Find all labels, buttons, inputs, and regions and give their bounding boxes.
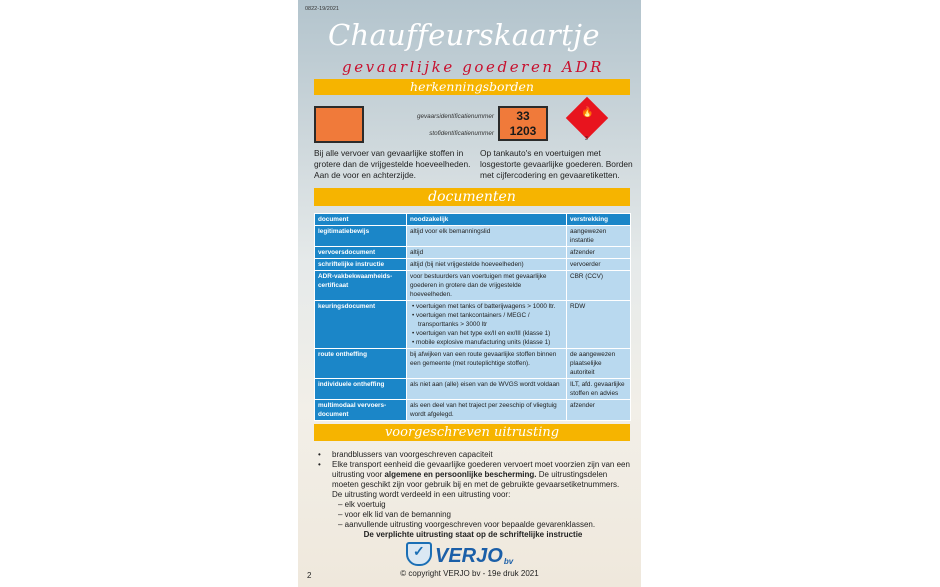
table-row: [315, 301, 631, 349]
sub-item: – aanvullende uitrusting voorgeschreven voor bepaalde gevarenklassen.: [338, 520, 596, 529]
required-cell: als een deel van het traject per zeeschip of vliegtuig wordt afgelegd.: [407, 400, 567, 421]
required-cell: altijd: [407, 247, 567, 259]
documents-table: [314, 213, 631, 421]
text: De uitrustingsdelen moeten geschikt zijn voor gebruik bij en met de gebruikte gevaarsetiketnummers.: [332, 470, 620, 489]
section-header-documenten: documenten: [314, 188, 630, 206]
issuer-cell: aangewezen instantie: [567, 226, 631, 247]
hazard-id-plate: 33: [498, 106, 548, 126]
flammable-label-icon: [566, 97, 608, 139]
issuer-cell: RDW: [567, 301, 631, 349]
equipment-intro: De uitrusting wordt verdeeld in een uitrusting voor:: [332, 490, 511, 499]
document-cell: schriftelijke instructie: [315, 259, 407, 271]
section-header-herkenningsborden: herkenningsborden: [314, 79, 630, 95]
required-cell: [407, 301, 567, 349]
document-cell: keuringsdocument: [315, 301, 407, 349]
sub-item: – voor elk lid van de bemanning: [338, 510, 451, 519]
section-header-uitrusting: voorgeschreven uitrusting: [314, 424, 630, 441]
list-item: • brandblussers van voorgeschreven capaciteit: [332, 450, 634, 460]
hazard-id-label: gevaarsidentificatienummer: [417, 113, 494, 120]
required-cell: voor bestuurders van voertuigen met gevaarlijke goederen in grotere dan de vrijgestelde hoeveelheden.: [407, 271, 567, 301]
table-row: [315, 259, 631, 271]
verjo-logo: [406, 544, 513, 566]
document-id: 0822-19/2021: [305, 6, 339, 12]
table-row: [315, 247, 631, 259]
required-cell: bij afwijken van een route gevaarlijke stoffen binnen een gemeente (met routeplichtige stoffen).: [407, 349, 567, 379]
driver-card-page: [298, 0, 641, 587]
issuer-cell: afzender: [567, 400, 631, 421]
document-cell: individuele ontheffing: [315, 379, 407, 400]
document-cell: multimodaal vervoers-document: [315, 400, 407, 421]
list-item: • voertuigen met tankcontainers / MEGC / transporttanks > 3000 ltr: [418, 311, 563, 329]
column-header: verstrekking: [567, 214, 631, 226]
issuer-cell: afzender: [567, 247, 631, 259]
document-cell: ADR-vakbekwaamheids-certificaat: [315, 271, 407, 301]
required-cell: altijd (bij niet vrijgestelde hoeveelheden): [407, 259, 567, 271]
page-title: Chauffeurskaartje: [328, 18, 600, 52]
logo-suffix: bv: [503, 557, 514, 566]
table-row: [315, 271, 631, 301]
required-cell: als niet aan (alle) eisen van de WVGS wordt voldaan: [407, 379, 567, 400]
document-cell: route ontheffing: [315, 349, 407, 379]
column-header: document: [315, 214, 407, 226]
table-row: [315, 349, 631, 379]
logo-text: VERJO: [435, 545, 503, 567]
column-header: noodzakelijk: [407, 214, 567, 226]
sub-item: – elk voertuig: [338, 500, 386, 509]
issuer-cell: vervoerder: [567, 259, 631, 271]
equipment-section: [312, 450, 634, 540]
required-cell: altijd voor elk bemanningslid: [407, 226, 567, 247]
issuer-cell: CBR (CCV): [567, 271, 631, 301]
substance-id-plate: 1203: [498, 123, 548, 141]
list-item: • voertuigen met tanks of batterijwagens > 1000 ltr.: [418, 302, 563, 311]
issuer-cell: ILT, afd. gevaarlijke stoffen en advies: [567, 379, 631, 400]
document-cell: vervoersdocument: [315, 247, 407, 259]
blank-orange-plate-icon: [314, 106, 364, 143]
issuer-cell: de aangewezen plaatselijke autoriteit: [567, 349, 631, 379]
text: Elke transport eenheid die gevaarlijke goederen vervoert moet voorzien zijn van een uitrusting voor: [332, 460, 630, 479]
list-item: • voertuigen van het type ex/II en ex/III (klasse 1): [418, 329, 563, 338]
equipment-note: De verplichte uitrusting staat op de schriftelijke instructie: [363, 530, 583, 539]
list-item: • mobile explosive manufacturing units (klasse 1): [418, 338, 563, 347]
emphasis: algemene en persoonlijke bescherming.: [384, 470, 537, 479]
flame-icon: 🔥: [581, 107, 594, 118]
shield-check-icon: [406, 542, 432, 566]
page-subtitle: gevaarlijke goederen ADR: [342, 58, 605, 76]
orange-plate-description: Bij alle vervoer van gevaarlijke stoffen in grotere dan de vrijgestelde hoeveelheden. Aan de voor en achterzijde.: [314, 148, 471, 180]
document-cell: legitimatiebewijs: [315, 226, 407, 247]
table-row: [315, 379, 631, 400]
table-row: [315, 226, 631, 247]
list-item: [332, 460, 634, 490]
table-row: [315, 400, 631, 421]
page-number: 2: [307, 571, 312, 580]
numbered-plate-description: Op tankauto's en voertuigen met losgestorte gevaarlijke goederen. Borden met cijfercodering en gevaaretiketten.: [480, 148, 633, 180]
copyright: © copyright VERJO bv - 19e druk 2021: [400, 569, 539, 578]
substance-id-label: stofidentificatienummer: [429, 130, 494, 137]
label-class-number: 3: [585, 136, 588, 142]
table-header-row: [315, 214, 631, 226]
